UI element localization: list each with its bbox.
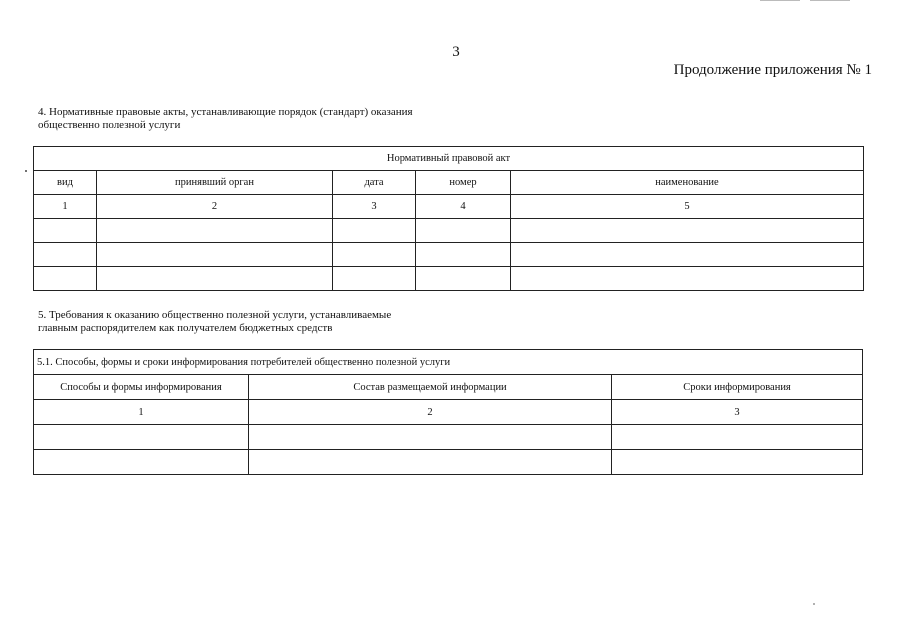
column-number: 1: [34, 195, 97, 219]
table-cell: [97, 243, 333, 267]
table-cell: [416, 243, 511, 267]
column-header-methods: Способы и формы информирования: [34, 375, 249, 400]
table-row: [34, 425, 863, 450]
page-number: 3: [452, 44, 460, 60]
table-cell: [416, 219, 511, 243]
scan-mark-top-left: [760, 0, 800, 1]
normative-act-group-header: Нормативный правовой акт: [34, 147, 864, 171]
table-cell: [97, 267, 333, 291]
table-row: [34, 450, 863, 475]
table-cell: [34, 267, 97, 291]
section-4-heading: [38, 106, 413, 132]
column-number: 4: [416, 195, 511, 219]
column-header-number: номер: [416, 171, 511, 195]
appendix-continuation-label: Продолжение приложения № 1: [673, 62, 872, 78]
table-cell: [511, 243, 864, 267]
table-cell: [612, 425, 863, 450]
column-number: 1: [34, 400, 249, 425]
section-5-heading-line-2: главным распорядителем как получателем бюджетных средств: [38, 322, 333, 334]
table-caption-row: [34, 350, 863, 375]
table-row: [34, 219, 864, 243]
table-cell: [333, 267, 416, 291]
table-caption: 5.1. Способы, формы и сроки информирования потребителей общественно полезной услуги: [34, 350, 863, 375]
column-number: 5: [511, 195, 864, 219]
column-header-issuing-body: принявший орган: [97, 171, 333, 195]
column-number: 2: [97, 195, 333, 219]
section-5-heading-line-1: 5. Требования к оказанию общественно полезной услуги, устанавливаемые: [38, 309, 392, 321]
normative-acts-table: [33, 146, 864, 291]
table-header-row: [34, 375, 863, 400]
column-header-date: дата: [333, 171, 416, 195]
column-number-row: [34, 195, 864, 219]
table-cell: [34, 243, 97, 267]
table-cell: [333, 243, 416, 267]
information-methods-table: [33, 349, 863, 475]
table-group-header-row: [34, 147, 864, 171]
column-header-content: Состав размещаемой информации: [249, 375, 612, 400]
column-header-title: наименование: [511, 171, 864, 195]
column-number: 3: [612, 400, 863, 425]
table-cell: [511, 267, 864, 291]
table-row: [34, 267, 864, 291]
section-5-heading: [38, 309, 391, 335]
table-cell: [34, 425, 249, 450]
table-cell: [333, 219, 416, 243]
table-cell: [34, 219, 97, 243]
table-cell: [249, 425, 612, 450]
section-4-heading-line-2: общественно полезной услуги: [38, 119, 181, 131]
table-header-row: [34, 171, 864, 195]
table-cell: [249, 450, 612, 475]
table-cell: [97, 219, 333, 243]
column-number: 3: [333, 195, 416, 219]
column-number-row: [34, 400, 863, 425]
section-4-heading-line-1: 4. Нормативные правовые акты, устанавливающие порядок (стандарт) оказания: [38, 106, 413, 118]
table-row: [34, 243, 864, 267]
table-cell: [416, 267, 511, 291]
column-header-type: вид: [34, 171, 97, 195]
scan-speck: [25, 170, 27, 172]
table-cell: [34, 450, 249, 475]
scan-speck: [813, 603, 815, 605]
column-header-timing: Сроки информирования: [612, 375, 863, 400]
table-cell: [511, 219, 864, 243]
column-number: 2: [249, 400, 612, 425]
scan-mark-top-right: [810, 0, 850, 1]
table-cell: [612, 450, 863, 475]
